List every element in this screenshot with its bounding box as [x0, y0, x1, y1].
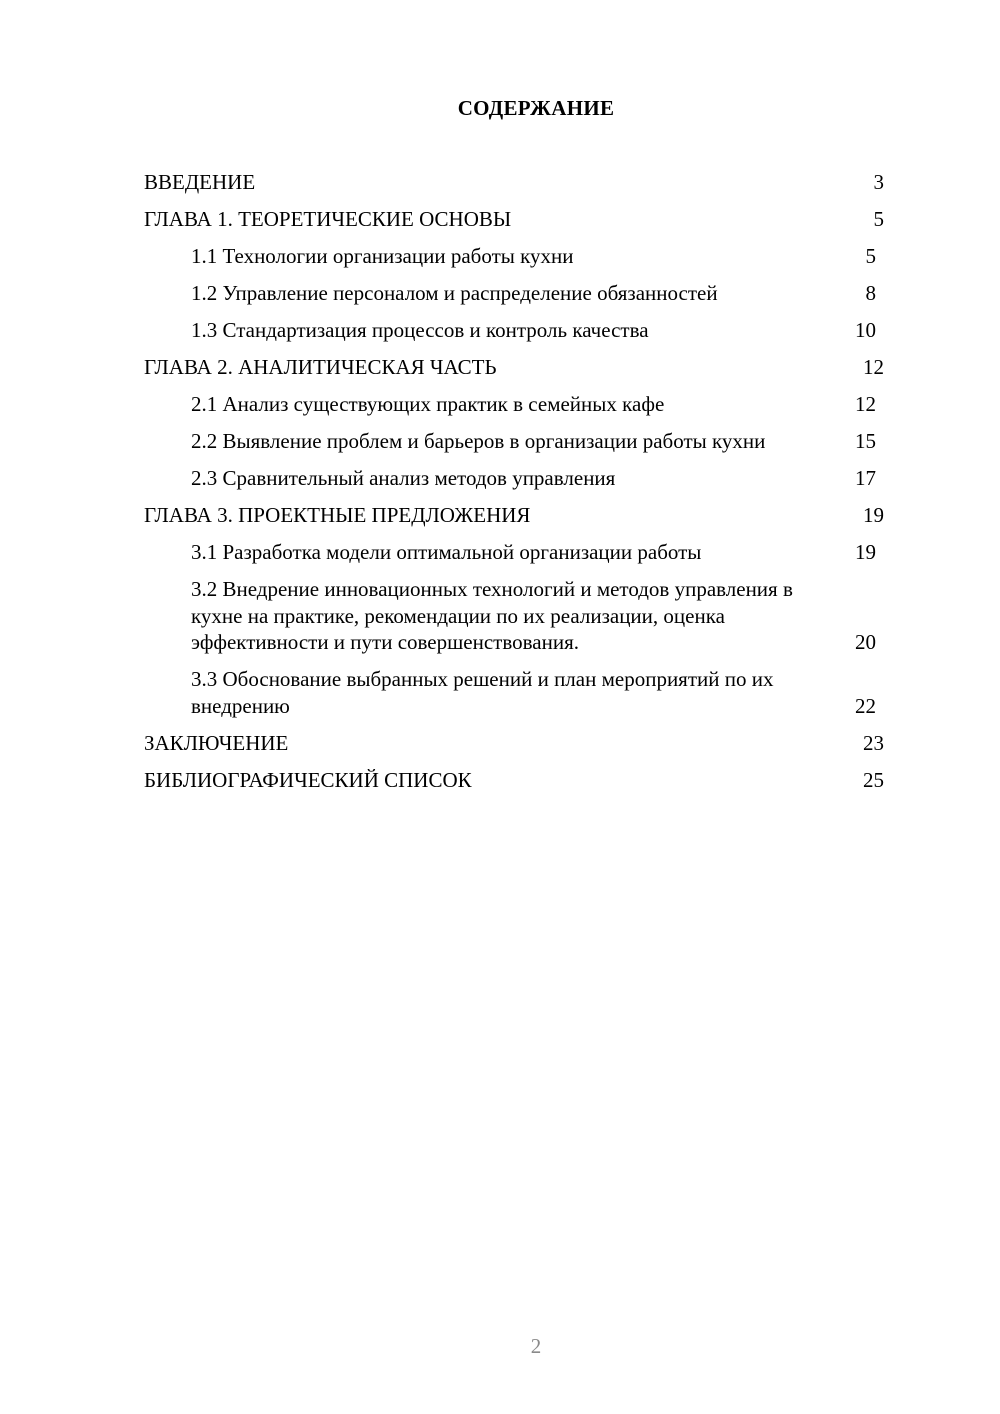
toc-entry-title: 3.3 Обоснование выбранных решений и план мероприятий по их внедрению: [191, 667, 774, 718]
toc-section-entry: [144, 280, 918, 307]
toc-entry-title: 1.1 Технологии организации работы кухни: [191, 244, 574, 268]
toc-section-entry: [144, 317, 918, 344]
toc-entry-page: 17: [855, 466, 876, 490]
toc-entry-title: ГЛАВА 2. АНАЛИТИЧЕСКАЯ ЧАСТЬ: [144, 355, 497, 379]
toc-section-entry: [144, 465, 918, 492]
toc-section-entry: [144, 576, 918, 656]
toc-entry-page: 8: [865, 281, 876, 305]
toc-chapter-entry: [144, 502, 918, 529]
table-of-contents: [144, 169, 918, 804]
toc-entry-title: ВВЕДЕНИЕ: [144, 170, 256, 194]
toc-entry-page: 23: [863, 730, 884, 755]
toc-entry-page: 5: [873, 207, 884, 231]
page-number: 2: [530, 1334, 542, 1358]
toc-entry-page: 19: [863, 503, 884, 527]
toc-entry-page: 3: [873, 170, 884, 194]
toc-entry-title: ГЛАВА 1. ТЕОРЕТИЧЕСКИЕ ОСНОВЫ: [144, 207, 512, 231]
toc-entry-title: 3.1 Разработка модели оптимальной организации работы: [191, 540, 702, 564]
toc-entry-page: 12: [863, 355, 884, 379]
toc-section-entry: [144, 666, 918, 719]
toc-entry-page: 25: [863, 767, 884, 792]
toc-entry-title: ГЛАВА 3. ПРОЕКТНЫЕ ПРЕДЛОЖЕНИЯ: [144, 503, 531, 527]
toc-entry-page: 22: [855, 693, 876, 718]
toc-entry-title: 2.1 Анализ существующих практик в семейных кафе: [191, 392, 665, 416]
toc-section-entry: [144, 428, 918, 455]
toc-entry-title: 1.3 Стандартизация процессов и контроль качества: [191, 318, 649, 342]
toc-entry-page: 20: [855, 630, 876, 654]
toc-entry-title: 3.2 Внедрение инновационных технологий и методов управления в кухне на практике, рекомендации по их реализации, оценка эффективности и пути совершенствования.: [191, 577, 793, 654]
toc-entry-title: БИБЛИОГРАФИЧЕСКИЙ СПИСОК: [144, 767, 472, 792]
page-title: СОДЕРЖАНИЕ: [457, 96, 615, 120]
toc-entry-page: 19: [855, 540, 876, 564]
toc-entry-page: 15: [855, 429, 876, 453]
toc-section-entry: [144, 391, 918, 418]
toc-chapter-entry: [144, 354, 918, 381]
toc-entry-page: 10: [855, 318, 876, 342]
toc-section-entry: [144, 243, 918, 270]
toc-entry-title: 2.3 Сравнительный анализ методов управления: [191, 466, 616, 490]
toc-entry-page: 12: [855, 392, 876, 416]
toc-entry-title: 2.2 Выявление проблем и барьеров в организации работы кухни: [191, 429, 766, 453]
toc-entry-title: ЗАКЛЮЧЕНИЕ: [144, 730, 289, 755]
toc-chapter-entry: [144, 169, 918, 196]
toc-chapter-entry: [144, 730, 918, 757]
toc-entry-title: 1.2 Управление персоналом и распределение обязанностей: [191, 281, 718, 305]
toc-chapter-entry: [144, 767, 918, 794]
toc-entry-page: 5: [865, 244, 876, 268]
toc-chapter-entry: [144, 206, 918, 233]
toc-section-entry: [144, 539, 918, 566]
